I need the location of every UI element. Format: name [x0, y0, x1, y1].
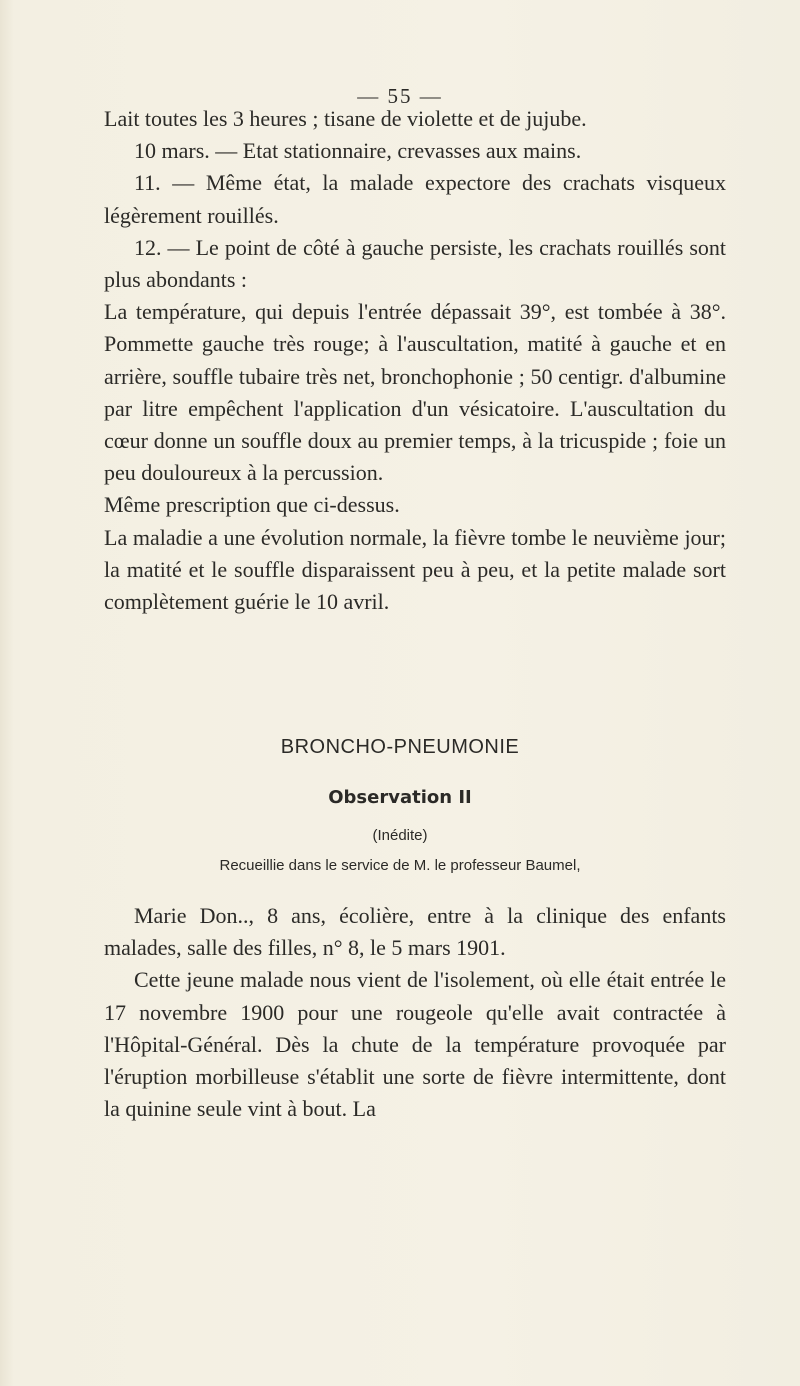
top-text-block — [104, 103, 726, 618]
section-heading: BRONCHO-PNEUMONIE — [280, 736, 520, 758]
paragraph: Même prescription que ci-dessus. — [104, 492, 400, 518]
page-number: — 55 — — [357, 84, 443, 108]
paragraph: 12. — Le point de côté à gauche persiste, les crachats rouillés sont plus abondants : — [104, 234, 726, 293]
paragraph: Lait toutes les 3 heures ; tisane de violette et de jujube. — [104, 106, 587, 131]
paragraph: La maladie a une évolution normale, la fièvre tombe le neuvième jour; la matité et le souffle disparaissent peu à peu, et la petite malade sort complètement guérie le 10 avril. — [104, 524, 726, 615]
paragraph: 10 mars. — Etat stationnaire, crevasses aux mains. — [134, 138, 582, 164]
paragraph: Cette jeune malade nous vient de l'isolement, où elle était entrée le 17 novembre 1900 pour une rougeole qu'elle avait contractée à l'Hôpital-Général. Dès la chute de la température provoquée par l'éruption morbilleuse s'établit une sorte de fièvre intermittente, dont la quinine seule vint à bout. La — [104, 967, 726, 1122]
paragraph: La température, qui depuis l'entrée dépassait 39°, est tombée à 38°. Pommette gauche très rouge; à l'auscultation, matité à gauche et en arrière, souffle tubaire très net, bronchophonie ; 50 centigr. d'albumine par litre empêchent l'application d'un vésicatoire. L'auscultation du cœur donne un souffle doux au premier temps, à la tricuspide ; foie un peu douloureux à la percussion. — [104, 299, 726, 486]
paragraph: 11. — Même état, la malade expectore des crachats visqueux légèrement rouillés. — [104, 170, 726, 228]
observation-title: Observation II — [328, 787, 472, 808]
observation-source: Recueillie dans le service de M. le professeur Baumel, — [219, 857, 581, 874]
observation-subtitle: (Inédite) — [372, 827, 428, 844]
paragraph: Marie Don.., 8 ans, écolière, entre à la clinique des enfants malades, salle des filles, n° 8, le 5 mars 1901. — [104, 903, 726, 961]
bottom-text-block — [104, 900, 726, 1125]
